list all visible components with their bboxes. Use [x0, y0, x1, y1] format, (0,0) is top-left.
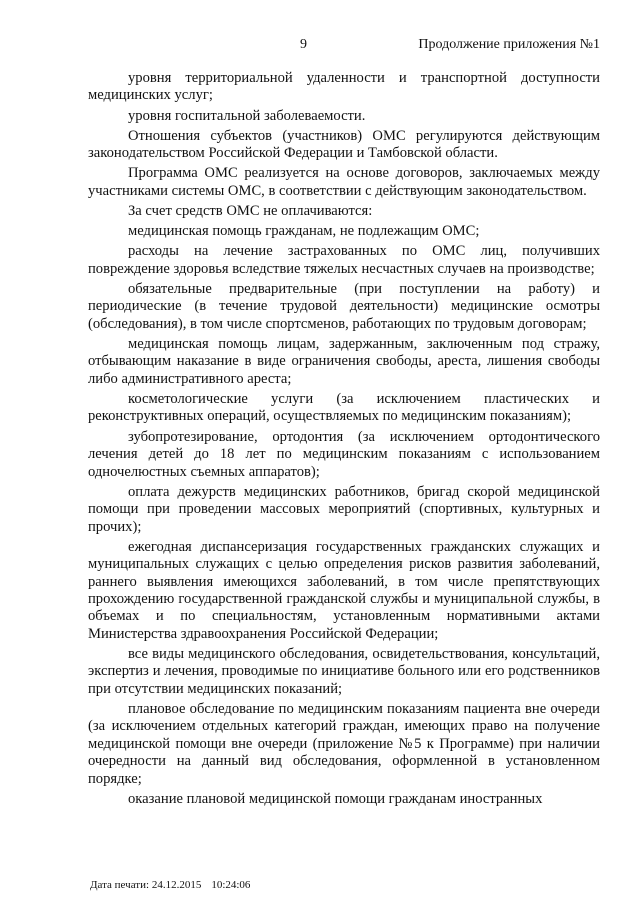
list-item-detainees-care: медицинская помощь лицам, задержанным, заключенным под стражу, отбывающим наказание в виде ограничения свободы, ареста, лишения свободы либо административного ареста; — [88, 336, 600, 387]
print-label: Дата печати: — [90, 879, 150, 891]
paragraph-oms-relations: Отношения субъектов (участников) ОМС регулируются действующим законодательством Российской Федерации и Тамбовской области. — [88, 127, 600, 162]
document-body — [88, 70, 600, 811]
paragraph-not-paid-heading: За счет средств ОМС не оплачиваются: — [128, 203, 373, 220]
paragraph-hospital-morbidity: уровня госпитальной заболеваемости. — [128, 107, 366, 124]
list-item-foreign-citizens: оказание плановой медицинской помощи гражданам иностранных — [128, 790, 543, 807]
list-item-out-of-turn-examination: плановое обследование по медицинским показаниям пациента вне очереди (за исключением отдельных категорий граждан, имеющих право на получение медицинской помощи вне очереди (приложение №5 к Программе) при наличии очередности на данный вид обследования, оформленной в установленном порядке; — [88, 700, 600, 787]
list-item-duty-payment: оплата дежурств медицинских работников, бригад скорой медицинской помощи при проведении массовых мероприятий (спортивных, культурных и прочих); — [88, 483, 600, 535]
paragraph-oms-program: Программа ОМС реализуется на основе договоров, заключаемых между участниками системы ОМС, в соответствии с действующим законодательством. — [88, 165, 600, 199]
print-date: 24.12.2015 — [151, 879, 202, 891]
list-item-civil-servant-screening: ежегодная диспансеризация государственных гражданских служащих и муниципальных служащих с целью определения рисков развития заболеваний, раннего выявления имеющихся заболеваний, в том числе препятствующих прохождению государственной гражданской службы и муниципальной службы, в объемах и по специальностям, установленным нормативными актами Министерства здравоохранения Российской Федерации; — [88, 538, 600, 642]
list-item-non-insured-care: медицинская помощь гражданам, не подлежащим ОМС; — [128, 223, 480, 240]
print-time: 10:24:06 — [211, 879, 251, 891]
list-item-industrial-accidents: расходы на лечение застрахованных по ОМС лиц, получивших повреждение здоровья вследствие тяжелых несчастных случаев на производстве; — [88, 243, 600, 277]
list-item-cosmetology: косметологические услуги (за исключением пластических и реконструктивных операций, осуществляемых по медицинским показаниям); — [88, 391, 600, 425]
list-item-patient-initiative: все виды медицинского обследования, освидетельствования, консультаций, экспертиз и лечения, проводимые по инициативе больного или его родственников при отсутствии медицинских показаний; — [88, 645, 600, 697]
list-item-medical-checkups: обязательные предварительные (при поступлении на работу) и периодические (в течение трудовой деятельности) медицинские осмотры (обследования), в том числе спортсменов, работающих по трудовым договорам; — [88, 281, 600, 332]
running-header: Продолжение приложения №1 — [418, 37, 600, 52]
paragraph-territorial-remoteness: уровня территориальной удаленности и транспортной доступности медицинских услуг; — [88, 70, 600, 104]
print-timestamp — [90, 879, 250, 892]
page-number: 9 — [300, 37, 307, 52]
list-item-dental-prosthetics: зубопротезирование, ортодонтия (за исключением ортодонтического лечения детей до 18 лет по медицинским показаниям с использованием одночелюстных съемных аппаратов); — [88, 428, 600, 480]
